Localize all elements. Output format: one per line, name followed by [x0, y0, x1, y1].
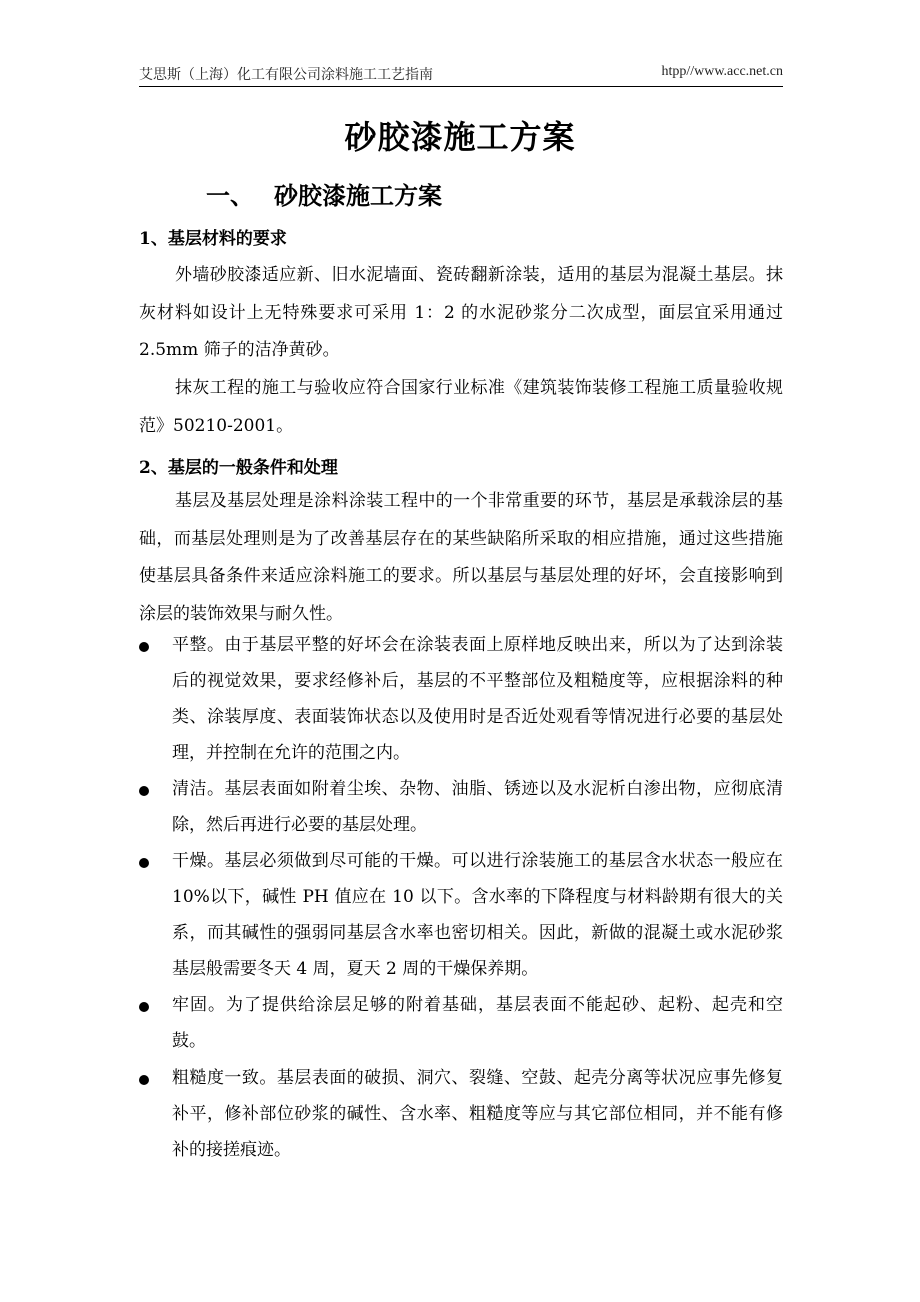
subheading-2: 2、基层的一般条件和处理: [139, 458, 338, 478]
bullet-text: 清洁。基层表面如附着尘埃、杂物、油脂、锈迹以及水泥析白渗出物，应彻底清除，然后再进行必要的基层处理。: [172, 779, 783, 835]
subheading-1: 1、基层材料的要求: [139, 229, 287, 249]
bullet-item-firmness: [139, 987, 783, 1059]
paragraph-3: 基层及基层处理是涂料涂装工程中的一个非常重要的环节，基层是承载涂层的基础，而基层处理则是为了改善基层存在的某些缺陷所采取的相应措施，通过这些措施使基层具备条件来适应涂料施工的要求。所以基层与基层处理的好坏，会直接影响到涂层的装饰效果与耐久性。: [139, 491, 783, 624]
bullet-icon: [139, 1075, 149, 1085]
bullet-item-dryness: [139, 843, 783, 987]
bullet-icon: [139, 1002, 149, 1012]
bullet-text: 干燥。基层必须做到尽可能的干燥。可以进行涂装施工的基层含水状态一般应在 10%以下，碱性 PH 值应在 10 以下。含水率的下降程度与材料龄期有很大的关系，而其碱性的强弱同基层含水率也密切相关。因此，新做的混凝土或水泥砂浆基层般需要冬天 4 周，夏天 2 周的干燥保养期。: [172, 851, 783, 979]
section-title: 砂胶漆施工方案: [274, 181, 442, 210]
bullet-icon: [139, 786, 149, 796]
section-number: 一、: [206, 181, 254, 210]
paragraph-2: 抹灰工程的施工与验收应符合国家行业标准《建筑装饰装修工程施工质量验收规范》50210-2001。: [139, 378, 783, 436]
bullet-text: 平整。由于基层平整的好坏会在涂装表面上原样地反映出来，所以为了达到涂装后的视觉效果，要求经修补后，基层的不平整部位及粗糙度等，应根据涂料的种类、涂装厚度、表面装饰状态以及使用时是否近处观看等情况进行必要的基层处理，并控制在允许的范围之内。: [172, 635, 783, 763]
bullet-item-roughness: [139, 1060, 783, 1168]
bullet-icon: [139, 858, 149, 868]
header-company: 艾思斯（上海）化工有限公司涂料施工工艺指南: [139, 67, 433, 83]
bullet-icon: [139, 642, 149, 652]
bullet-item-cleanliness: [139, 771, 783, 843]
header-url: htpp//www.acc.net.cn: [661, 64, 783, 79]
section-heading: [206, 176, 442, 211]
bullet-item-flatness: [139, 627, 783, 771]
paragraph-1: 外墙砂胶漆适应新、旧水泥墙面、瓷砖翻新涂装，适用的基层为混凝土基层。抹灰材料如设计上无特殊要求可采用 1：2 的水泥砂浆分二次成型，面层宜采用通过 2.5mm 筛子的洁净黄砂。: [139, 265, 783, 360]
bullet-text: 牢固。为了提供给涂层足够的附着基础，基层表面不能起砂、起粉、起壳和空鼓。: [172, 995, 783, 1051]
page-header: [139, 62, 783, 87]
document-title: 砂胶漆施工方案: [344, 118, 576, 156]
bullet-text: 粗糙度一致。基层表面的破损、洞穴、裂缝、空鼓、起壳分离等状况应事先修复补平，修补部位砂浆的碱性、含水率、粗糙度等应与其它部位相同，并不能有修补的接搓痕迹。: [172, 1068, 783, 1160]
